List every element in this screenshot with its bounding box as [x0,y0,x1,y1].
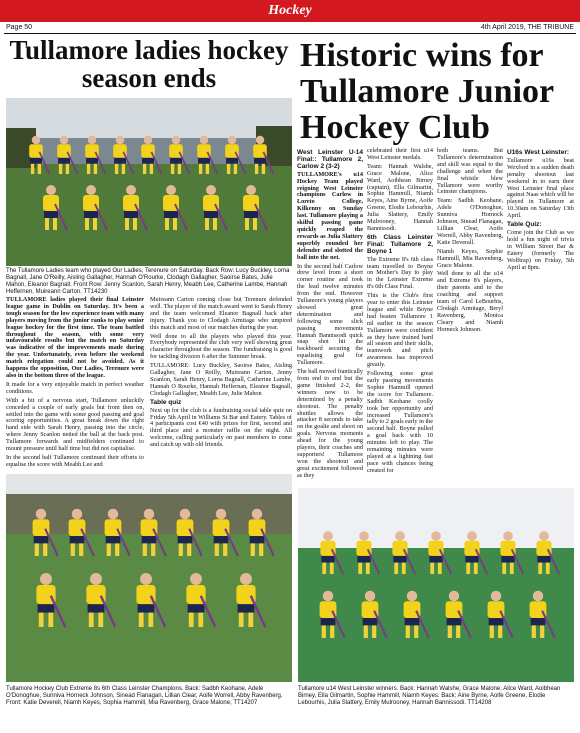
ladies-paragraph: Muireann Carton coming close but Terenure defended well. The player of the match award went to Sarah Henry and the team welcomed Eleanor Bagnall back after injury. Thank you to Clodagh Armitage who umpired this match and most of our matches during the year. [150,296,292,331]
club-paragraph: Come join the Club as we hold a fun night of trivia in William Street Bar & Eatery (formerly The Wolftrap) on Friday, 5th April at 8pm. [507,228,574,271]
extreme8s-photo-caption: Tullamore Hockey Club Extreme 8s 6th Class Leinster Champions. Back: Sadbh Keohane, Adele O'Donoghue, Sunniva Horneck Johnson, Sinead Flanagan, Lillian Clear, Aoife Worrell, Abby Ravenberg. Front: Katie Deverell, Niamh Keyes, Sophia Hammill, Mia Ravenberg, Grace Malone, TT14207 [6,686,283,706]
ladies-photo-caption: The Tullamore Ladies team who played Our Ladies, Terenure on Saturday. Back Row: Lucy Buckley, Lorna Bagnall, Jane O'Reilly, Aisling Gallagher, Hannah O'Rourke, Clodagh Gallagher, Saoirse Bates, Julie Mahon, Eleanor Bagnall. Front Row: Jenny Scanlon, Sarah Henry, Meabh Lee, Catherine Lambe, Hannah Heffernen, Muireann Carton. TT14230 [6,268,290,295]
club-paragraph: celebrated their first u14 West Leinster medals. [367,147,433,161]
page-header [0,0,580,36]
u14-photo-caption: Tullamore u14 West Leinster winners. Back: Hannah Walshe, Grace Malone, Alice Ward, Aoibhean Birney, Ella Gilmartin, Sophie Hammill, Niamh Keyes. Back: Aine Byrne, Aoife Greene, Elodie Lebourhis, Julia Slattery, Emily Mulrooney, Hannah Bannissodi. TT14208 [298,686,561,706]
page-number: Page 50 [6,24,33,31]
ladies-paragraph: Next up for the club is a fundraising social table quiz on Friday 5th April in Williams St Bar and Eatery. Tables of 4 participants cost €40 with prizes for first, second and third place and a monster raffle on the night. All welcome, calling particularly on past members to come and catch up with old friends. [150,406,292,449]
club-paragraph: This is the Club's first year to enter this Leinster league and while Boyne had beaten Tullamore 1 nil earlier in the season Tullamore were confident as they have trained hard all season and their skills, teamwork and pitch awareness has improved greatly. [367,292,433,369]
club-paragraph: The Extreme 8's 6th class team travelled to Boyne on Mother's Day to play in the Leinster Extreme 8's 6th Class Final. [367,255,433,291]
table-quiz-heading: Table quiz [150,398,182,406]
u14-final-heading: West Leinster U-14 Final:: Tullamore 2, Carlow 2 (3-2) [297,149,363,170]
club-paragraph: Tullamore u16s beat Wexford in a sudden death penalty shootout last weekend in to earn their West Leinster final place against Naas which will be played in Tullamore at 10.30am on Saturday 13th April. [507,156,574,220]
club-paragraph: Niamh Keyes, Sophie Hammill, Mia Ravenberg, Grace Malone. [437,247,503,269]
ladies-column-2 [150,297,292,451]
club-column-2 [367,148,433,477]
club-paragraph: Following some great early passing movements Sophie Hammill opened the score for Tullamore. Sadbh Keohane coolly took her opportunity and increased Tullamore's tally to 2 goals early in the second half. Boyne pulled a goal back with 10 minutes left to play. The remaining minutes were played at a lightning fast pace with chances being created for [367,370,433,474]
club-column-4 [507,148,574,273]
table-quiz-heading-2: Table Quiz: [507,221,542,229]
club-column-1 [297,148,363,482]
header-rule [4,33,576,34]
club-paragraph: The ball moved frantically from end to end but the game finished 2-2, the winners now to be determined by a penalty shootout. The penalty shuttles allows the attacker 8 seconds to take on the goalie and shoot on goals. Nervous moments ahead for the young players, their coaches and supporters! Tullamore won the shootout and great excitement followed as they [297,368,363,479]
club-paragraph: TULLAMORE's u14 Hockey Team played reigning West Leinster champions Carlow in Loreto College, Kilkenny on Sunday last. Tullamore playing a skilful passing game quickly reaped the rewards as Julia Slattery superbly rounded her defender and slotted the ball into the net. [297,170,363,261]
ladies-paragraph: With a bit of a nervous start, Tullamore unluckily conceded a couple of early goals but from then on, settled into the game with some good passing and goal scoring opportunities. A great break down the right hand side with Sarah Henry, passing into the circle, where Jenny Scanlon netted the ball at the back post. Tullamore forwards and midfielders continued to mount pressure until half time but did not capitalise. [6,396,144,453]
ladies-paragraph: It made for a very enjoyable match in perfect weather conditions. [6,380,144,395]
ladies-paragraph: In the second half Tullamore continued their efforts to equalise the score with Meabh Lee and [6,453,144,468]
club-paragraph: Team: Hannah Walshe, Grace Malone, Alice Ward, Aoibhean Birney (captain), Ella Gilmartin, Sophie Hammill, Niamh Keyes, Aine Byrne, Aoife Greene, Elodie Lebourhis, Julia Slattery, Emily Mulrooney, Hannah Bannissodi. [367,162,433,232]
ladies-paragraph: TULLAMORE ladies played their final Leinster league game in Dublin on Saturday. It's been a tough season for the low experience team with many players moving from the junior ranks to play senior league hockey for the first time. The team battled throughout the season, with some very unfavourable results but the match on Saturday was indicative of the improvements made during the year. Unfortunately, even before the weekend match relegation could not be avoided. As it happens the opposition, Our Ladies, Terenure were also in the bottom three of the league. [6,296,144,379]
club-paragraph: Team: Sadbh Keohane, Adele O'Donoghue, Sunniva Hornock Johnson, Sinead Flanagan, Lillian Clear, Aoife Worrell, Abby Ravenberg, Katie Deverall. [437,197,503,246]
club-column-3 [437,148,503,336]
club-paragraph: Well done to all the u14 and Extreme 8's players, their parents and to the coaching and support team of Carol LeBourhis, Clodagh Armitage, Beryl Ravenberg, Monica Cleary and Niamh Horneck Johnson. [437,270,503,333]
u16-heading: U16s West Leinster: [507,149,570,156]
ladies-team-photo [6,98,292,266]
club-headline: Historic wins for Tullamore Junior Hockey Club [300,37,554,146]
ladies-paragraph: Well done to all the players who played this year. Everybody represented the club very well showing great character throughout the season. The fundraising is good for tackling division 6 after the Summer break. [150,332,292,361]
club-paragraph: both teams. But Tullamore's determination and skill was equal to the challenge and when the final whistle blew Tullamore were worthy Leinster champions. [437,147,503,196]
ladies-column-1 [6,297,144,471]
club-paragraph: In the second half Carlow drew level from a short corner routine and took the lead twelve minutes from the end. However Tullamore's young players showed great determination and following some slick passing movements Hannah Bannissodi quick snap shot hit the backboard securing the equalising goal for Tullamore. [297,262,363,367]
ladies-paragraph: TULLAMORE: Lucy Buckley, Saoirse Bates, Aisling Gallagher, Jane O Reilly, Muireann Carton, Jenny Scanlon, Sarah Henry, Lorna Bagnall, Catherine Lambe, Hannah O Rourke, Hannah Heffernan, Eleanor Bagnall, Clodagh Gallagher, Meabh Lee, Julie Mahon [150,362,292,397]
extreme8s-team-photo [6,474,292,682]
ladies-headline: Tullamore ladies hockey season ends [9,35,289,93]
section-title: Hockey [268,3,312,18]
6th-class-final-heading: 6th Class Leinster Final: Tullamore 2, Boyne 1 [367,233,433,255]
issue-date: 4th April 2019, THE TRIBUNE [480,24,574,31]
u14-team-photo [298,488,574,682]
